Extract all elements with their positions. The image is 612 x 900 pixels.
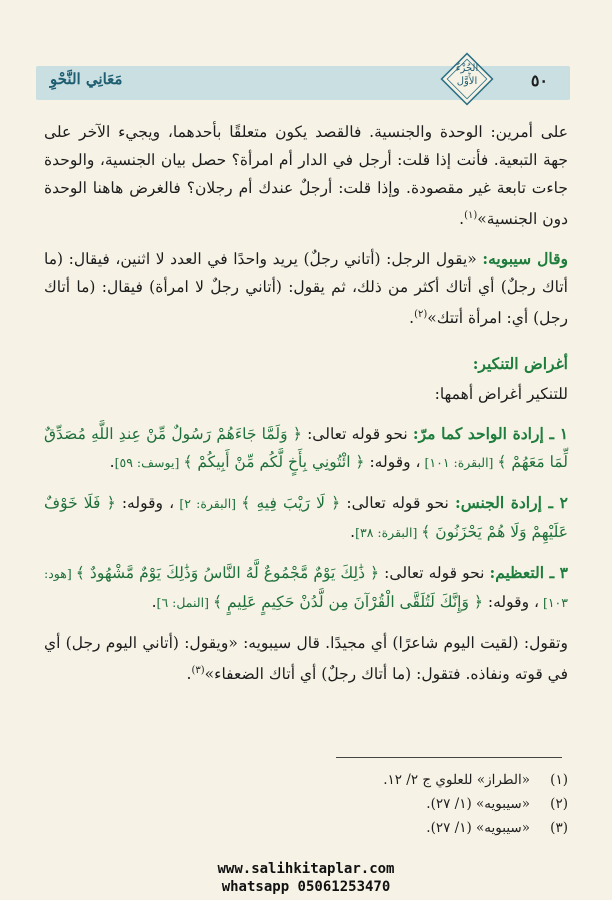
item-3: ٣ ـ التعظيم: نحو قوله تعالى: ﴿ ذَٰلِكَ يَوْمٌ مَّجْمُوعٌ لَّهُ النَّاسُ وَذَٰلِكَ يَوْمٌ مَّشْهُودٌ ﴾ [هود: ١٠٣] ، وقوله: ﴿ وَإِنَّكَ لَتُلَقَّى الْقُرْآنَ مِن لَّدُنْ حَكِيمٍ عَلِيمٍ ﴾ [النمل: ٦].: [44, 563, 568, 612]
sibawayh-head: وقال سيبويه:: [482, 249, 568, 269]
item-3-ref-1: [هود: ١٠٣]: [44, 566, 568, 611]
footnote-2-num: (٢): [550, 796, 568, 812]
intro-line: للتنكير أغراض أهمها:: [434, 385, 568, 404]
page-body: [44, 118, 568, 692]
item-3-and: ، وقوله:: [482, 593, 539, 612]
item-2-ref-1: [البقرة: ٢]: [174, 496, 242, 512]
footnote-2-text: «سيبويه» (١/ ٢٧).: [426, 796, 530, 812]
sibawayh-text: «يقول الرجل: (أتاني رجلٌ) يريد واحدًا في العدد لا اثنين، فيقال: (ما أتاك رجلٌ) أي أتاك أكثر من ذلك، ثم يقول: (أتاني رجلٌ لا امرأة) فيقال: (ما أتاك رجل) أي: امرأة أتتك»: [44, 250, 568, 328]
page-number: ٥٠: [530, 71, 548, 90]
watermark-footer: [0, 860, 612, 896]
footnote-3: [44, 816, 568, 840]
footnote-divider: [336, 757, 562, 758]
item-2-quran-1: ﴿ لَا رَيْبَ فِيهِ ﴾: [241, 494, 341, 513]
item-3-quran-1: ﴿ ذَٰلِكَ يَوْمٌ مَّجْمُوعٌ لَّهُ النَّاسُ وَذَٰلِكَ يَوْمٌ مَّشْهُودٌ ﴾: [75, 564, 380, 583]
item-1-quran-2: ﴿ ائْتُونِي بِأَخٍ لَّكُم مِّنْ أَبِيكُمْ ﴾: [183, 453, 365, 472]
paragraph-last-text: وتقول: (لقيت اليوم شاعرًا) أي مجيدًا. قال سيبويه: «ويقول: (أتاني اليوم رجل) أي في قوته ونفاذه. فتقول: (ما أتاك رجلٌ) أي أتاك الضعفاء»: [44, 634, 568, 684]
paragraph-last: وتقول: (لقيت اليوم شاعرًا) أي مجيدًا. قال سيبويه: «ويقول: (أتاني اليوم رجل) أي في قوته ونفاذه. فتقول: (ما أتاك رجلٌ) أي أتاك الضعفاء»$^{(٣)}$.: [44, 634, 568, 684]
item-1-text: نحو قوله تعالى:: [301, 425, 413, 444]
item-2-quran-2: ﴿ فَلَا خَوْفٌ عَلَيْهِمْ وَلَا هُمْ يَحْزَنُونَ ﴾: [44, 494, 568, 542]
item-2: ٢ ـ إرادة الجنس: نحو قوله تعالى: ﴿ لَا رَيْبَ فِيهِ ﴾ [البقرة: ٢] ، وقوله: ﴿ فَلَا خَوْفٌ عَلَيْهِمْ وَلَا هُمْ يَحْزَنُونَ ﴾ [البقرة: ٣٨].: [44, 493, 568, 542]
book-title: مَعَانِي النَّحْوِ: [50, 70, 123, 88]
paragraph-1: على أمرين: الوحدة والجنسية. فالقصد يكون متعلقًا بأحدهما، ويجيء الآخر على جهة التبعية. فأنت إذا قلت: أرجل في الدار أم امرأة؟ حصل بيان الجنسية، والوحدة جاءت تابعة غير مقصودة. وإذا قلت: أرجلٌ عندك أم رجلان؟ فالغرض هاهنا الوحدة دون الجنسية»$^{(١)}$.: [44, 123, 568, 229]
footnote-2: [44, 792, 568, 816]
footnote-3-text: «سيبويه» (١/ ٢٧).: [426, 820, 530, 836]
paragraph-1-text: على أمرين: الوحدة والجنسية. فالقصد يكون متعلقًا بأحدهما، ويجيء الآخر على جهة التبعية. فأنت إذا قلت: أرجل في الدار أم امرأة؟ حصل بيان الجنسية، والوحدة جاءت تابعة غير مقصودة. وإذا قلت: أرجلٌ عندك أم رجلان؟ فالغرض هاهنا الوحدة دون الجنسية»: [44, 123, 568, 229]
paragraph-sibawayh: وقال سيبويه: «يقول الرجل: (أتاني رجلٌ) يريد واحدًا في العدد لا اثنين، فيقال: (ما أتاك رجلٌ) أي أتاك أكثر من ذلك، ثم يقول: (أتاني رجلٌ لا امرأة) فيقال: (ما أتاك رجل) أي: امرأة أتتك»$^{(٢)}$.: [44, 249, 568, 328]
whatsapp-line: whatsapp 05061253470: [221, 879, 391, 895]
volume-line-2: الأَوَّل: [456, 76, 478, 87]
footnote-1: [44, 768, 568, 792]
item-1: ١ ـ إرادة الواحد كما مرّ: نحو قوله تعالى: ﴿ وَلَمَّا جَاءَهُمْ رَسُولٌ مِّنْ عِندِ اللَّهِ مُصَدِّقٌ لِّمَا مَعَهُمْ ﴾ [البقرة: ١٠١] ، وقوله: ﴿ ائْتُونِي بِأَخٍ لَّكُم مِّنْ أَبِيكُمْ ﴾ [يوسف: ٥٩].: [44, 424, 569, 472]
footnote-ref-2: (٢): [414, 309, 428, 321]
item-3-ref-2: [النمل: ٦]: [156, 595, 213, 611]
item-1-quran-1: ﴿ وَلَمَّا جَاءَهُمْ رَسُولٌ مِّنْ عِندِ اللَّهِ مُصَدِّقٌ لِّمَا مَعَهُمْ ﴾: [44, 425, 568, 472]
footnote-ref-3: (٣): [191, 665, 205, 677]
footnote-1-text: «الطراز» للعلوي ج ٢/ ١٢.: [383, 772, 530, 788]
item-2-text: نحو قوله تعالى:: [340, 494, 455, 513]
item-2-and: ، وقوله:: [115, 494, 175, 513]
item-1-ref-2: [يوسف: ٥٩]: [114, 455, 184, 471]
item-1-ref-1: [البقرة: ١٠١]: [420, 455, 498, 471]
footnotes: [44, 768, 568, 840]
item-2-head: ٢ ـ إرادة الجنس:: [454, 493, 568, 513]
item-3-head: ٣ ـ التعظيم:: [489, 563, 568, 583]
item-1-and: ، وقوله:: [364, 453, 421, 472]
footnote-1-num: (١): [550, 772, 568, 788]
item-3-quran-2: ﴿ وَإِنَّكَ لَتُلَقَّى الْقُرْآنَ مِن لَّدُنْ حَكِيمٍ عَلِيمٍ ﴾: [212, 593, 483, 612]
item-2-ref-2: [البقرة: ٣٨]: [355, 525, 422, 541]
item-3-text: نحو قوله تعالى:: [379, 564, 490, 583]
footnote-ref-1: (١): [464, 210, 478, 221]
volume-line-1: الجُزْءُ: [455, 63, 479, 74]
volume-label: [438, 62, 496, 88]
footnote-3-num: (٣): [550, 820, 568, 836]
section-heading: أغراض التنكير:: [472, 354, 568, 374]
website-line: www.salihkitaplar.com: [217, 861, 395, 877]
item-1-head: ١ ـ إرادة الواحد كما مرّ:: [412, 424, 569, 444]
